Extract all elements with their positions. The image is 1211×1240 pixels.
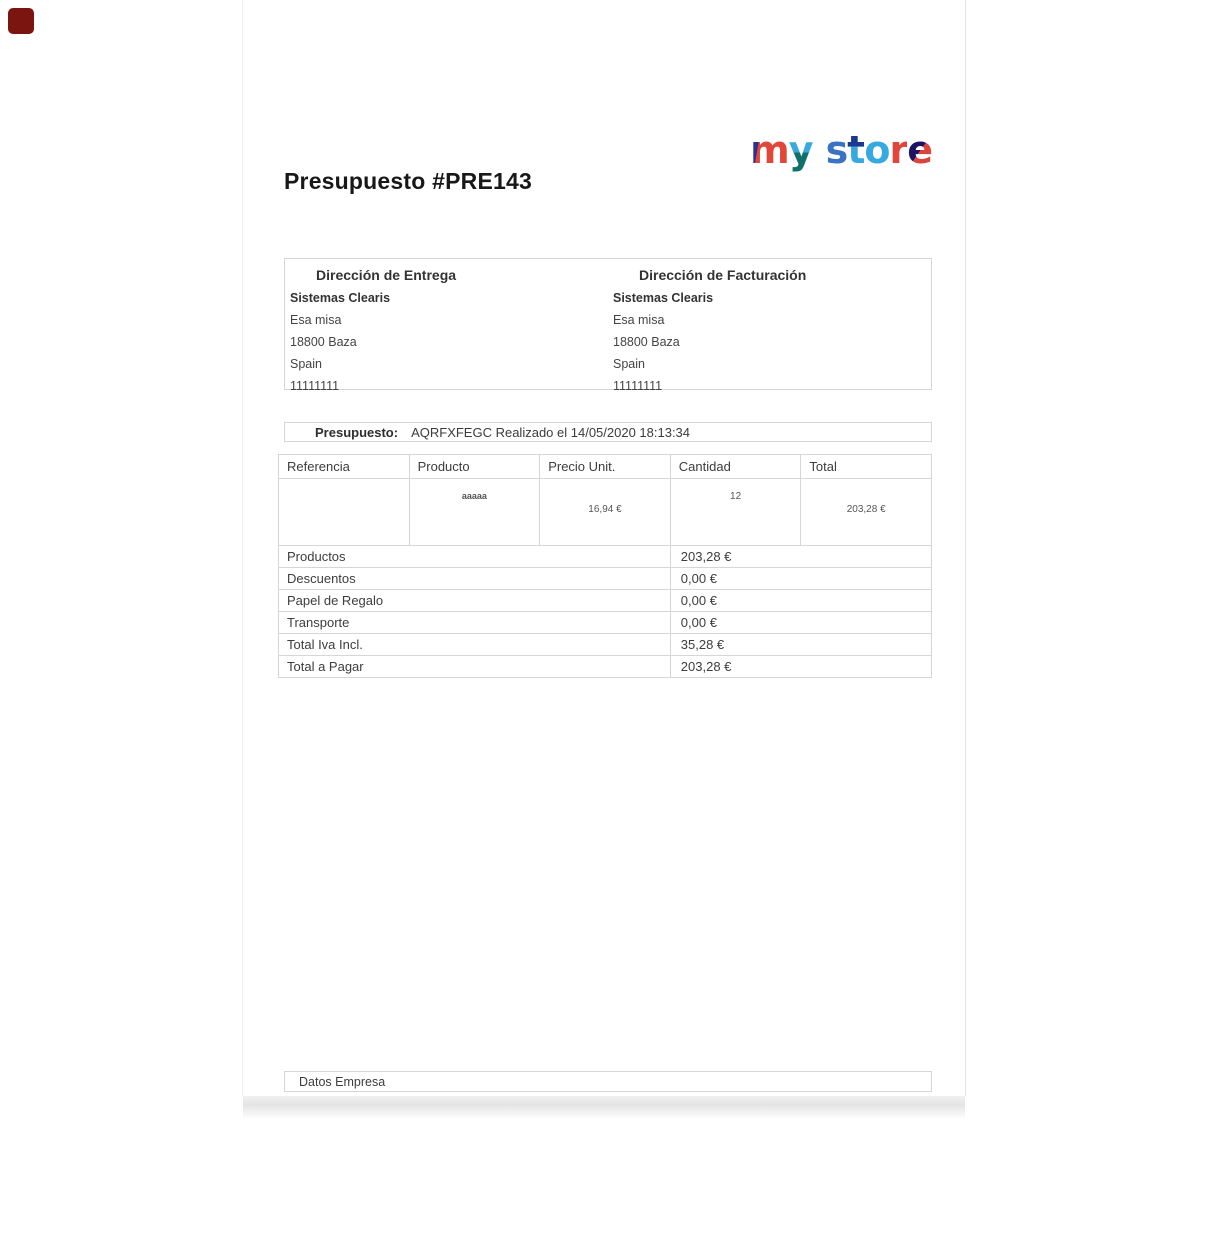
column-header-producto: Producto bbox=[409, 455, 540, 479]
billing-address-line: 11111111 bbox=[613, 379, 663, 393]
delivery-company: Sistemas Clearis bbox=[290, 291, 391, 305]
summary-row-papel-de-regalo bbox=[279, 590, 932, 612]
cell-total: 203,28 € bbox=[801, 479, 932, 546]
delivery-address-line: 18800 Baza bbox=[290, 335, 357, 349]
summary-row-descuentos bbox=[279, 568, 932, 590]
column-header-referencia: Referencia bbox=[279, 455, 410, 479]
summary-label: Total Iva Incl. bbox=[279, 634, 671, 656]
summary-label: Descuentos bbox=[279, 568, 671, 590]
company-data-box bbox=[284, 1071, 932, 1092]
summary-value: 203,28 € bbox=[670, 546, 931, 568]
logo-letter: e bbox=[907, 128, 932, 172]
billing-company: Sistemas Clearis bbox=[613, 291, 714, 305]
column-header-precio-unit: Precio Unit. bbox=[540, 455, 671, 479]
product-row bbox=[279, 479, 932, 546]
billing-address-heading: Dirección de Facturación bbox=[639, 267, 807, 283]
summary-value: 0,00 € bbox=[670, 590, 931, 612]
page-title: Presupuesto #PRE143 bbox=[284, 168, 532, 194]
delivery-address-line: Esa misa bbox=[290, 313, 342, 327]
delivery-address-line: 11111111 bbox=[290, 379, 340, 393]
column-header-total: Total bbox=[801, 455, 932, 479]
logo-letter: t bbox=[847, 128, 865, 172]
billing-address-line: Spain bbox=[613, 357, 645, 371]
delivery-address-heading: Dirección de Entrega bbox=[316, 267, 457, 283]
logo-letter: s bbox=[825, 128, 848, 172]
store-logo bbox=[750, 128, 932, 172]
summary-row-productos bbox=[279, 546, 932, 568]
cell-producto: aaaaa bbox=[409, 479, 540, 546]
cell-referencia bbox=[279, 479, 410, 546]
summary-value: 35,28 € bbox=[670, 634, 931, 656]
billing-address-line: 18800 Baza bbox=[613, 335, 680, 349]
logo-letter: m bbox=[750, 128, 789, 172]
company-data-label: Datos Empresa bbox=[299, 1074, 386, 1089]
summary-value: 0,00 € bbox=[670, 568, 931, 590]
items-table bbox=[278, 454, 932, 678]
summary-row-total-a-pagar bbox=[279, 656, 932, 678]
summary-row-total-iva bbox=[279, 634, 932, 656]
summary-label: Papel de Regalo bbox=[279, 590, 671, 612]
cell-cantidad: 12 bbox=[670, 479, 801, 546]
quote-reference-bar bbox=[284, 422, 932, 442]
summary-value: 0,00 € bbox=[670, 612, 931, 634]
addresses-box bbox=[284, 258, 932, 393]
delivery-address bbox=[285, 259, 608, 393]
billing-address-line: Esa misa bbox=[613, 313, 665, 327]
summary-value: 203,28 € bbox=[670, 656, 931, 678]
quote-reference-value: AQRFXFEGC Realizado el 14/05/2020 18:13:34 bbox=[411, 424, 691, 440]
quote-reference-label: Presupuesto: bbox=[315, 424, 399, 440]
summary-label: Total a Pagar bbox=[279, 656, 671, 678]
summary-row-transporte bbox=[279, 612, 932, 634]
logo-letter: y bbox=[788, 128, 813, 172]
cell-precio-unit: 16,94 € bbox=[540, 479, 671, 546]
summary-label: Transporte bbox=[279, 612, 671, 634]
delivery-address-line: Spain bbox=[290, 357, 322, 371]
logo-letter: r bbox=[889, 128, 908, 172]
document-page bbox=[242, 0, 966, 1096]
page-bottom-shadow bbox=[243, 1096, 965, 1119]
column-header-cantidad: Cantidad bbox=[670, 455, 801, 479]
billing-address bbox=[608, 259, 931, 393]
items-table-header-row bbox=[279, 455, 932, 479]
summary-label: Productos bbox=[279, 546, 671, 568]
record-indicator-icon bbox=[8, 8, 34, 34]
logo-letter: o bbox=[864, 128, 890, 172]
